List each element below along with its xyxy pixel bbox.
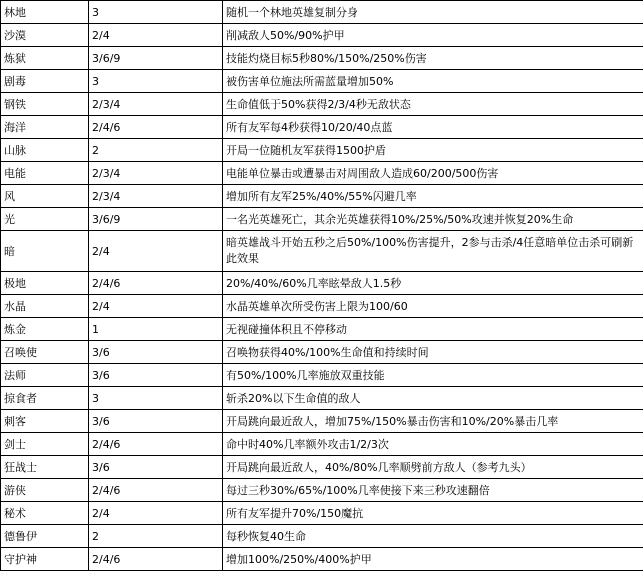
table-row — [1, 231, 643, 272]
synergy-effect-cell: 削减敌人50%/90%护甲 — [223, 24, 643, 47]
synergy-levels-cell: 3/6 — [89, 364, 223, 387]
synergy-effect-cell: 电能单位暴击或遭暴击对周围敌人造成60/200/500伤害 — [223, 162, 643, 185]
synergy-effect-cell: 开局一位随机友军获得1500护盾 — [223, 139, 643, 162]
synergy-name-cell: 山脉 — [1, 139, 89, 162]
synergy-levels-cell: 2 — [89, 139, 223, 162]
table-row — [1, 387, 643, 410]
synergy-name-cell: 掠食者 — [1, 387, 89, 410]
synergy-name-cell: 狂战士 — [1, 456, 89, 479]
synergy-levels-cell: 2/4/6 — [89, 272, 223, 295]
table-row — [1, 70, 643, 93]
table-row — [1, 525, 643, 548]
synergy-levels-cell: 2 — [89, 525, 223, 548]
synergy-effect-cell: 所有友军每4秒获得10/20/40点蓝 — [223, 116, 643, 139]
synergy-levels-cell: 2/4/6 — [89, 479, 223, 502]
synergy-name-cell: 召唤使 — [1, 341, 89, 364]
table-row — [1, 456, 643, 479]
synergy-name-cell: 极地 — [1, 272, 89, 295]
synergy-effect-cell: 无视碰撞体积且不停移动 — [223, 318, 643, 341]
synergy-name-cell: 电能 — [1, 162, 89, 185]
synergy-effect-cell: 增加所有友军25%/40%/55%闪避几率 — [223, 185, 643, 208]
synergy-levels-cell: 2/4 — [89, 231, 223, 272]
synergy-effect-cell: 水晶英雄单次所受伤害上限为100/60 — [223, 295, 643, 318]
synergy-levels-cell: 2/4 — [89, 24, 223, 47]
synergy-levels-cell: 2/4/6 — [89, 548, 223, 571]
synergy-effect-cell: 每过三秒30%/65%/100%几率使接下来三秒攻速翻倍 — [223, 479, 643, 502]
synergy-name-cell: 守护神 — [1, 548, 89, 571]
synergy-name-cell: 风 — [1, 185, 89, 208]
table-row — [1, 139, 643, 162]
synergy-effect-cell: 暗英雄战斗开始五秒之后50%/100%伤害提升，2参与击杀/4任意暗单位击杀可刷新此效果 — [223, 231, 643, 272]
synergy-name-cell: 法师 — [1, 364, 89, 387]
synergy-name-cell: 钢铁 — [1, 93, 89, 116]
table-row — [1, 318, 643, 341]
synergy-effect-cell: 生命值低于50%获得2/3/4秒无敌状态 — [223, 93, 643, 116]
synergy-effect-cell: 增加100%/250%/400%护甲 — [223, 548, 643, 571]
synergy-effect-cell: 所有友军提升70%/150魔抗 — [223, 502, 643, 525]
synergy-effect-cell: 开局跳向最近敌人，40%/80%几率顺劈前方敌人（参考九头） — [223, 456, 643, 479]
synergy-effect-cell: 召唤物获得40%/100%生命值和持续时间 — [223, 341, 643, 364]
synergy-levels-cell: 3/6/9 — [89, 208, 223, 231]
synergy-name-cell: 暗 — [1, 231, 89, 272]
table-row — [1, 93, 643, 116]
table-row — [1, 116, 643, 139]
synergy-effect-cell: 被伤害单位施法所需蓝量增加50% — [223, 70, 643, 93]
synergy-table-body — [1, 1, 643, 571]
synergy-levels-cell: 3 — [89, 1, 223, 24]
synergy-levels-cell: 3/6 — [89, 410, 223, 433]
synergy-levels-cell: 2/4 — [89, 295, 223, 318]
synergy-levels-cell: 3/6 — [89, 456, 223, 479]
synergy-levels-cell: 3/6/9 — [89, 47, 223, 70]
synergy-levels-cell: 2/4 — [89, 502, 223, 525]
table-row — [1, 47, 643, 70]
synergy-levels-cell: 2/3/4 — [89, 185, 223, 208]
table-row — [1, 1, 643, 24]
table-row — [1, 162, 643, 185]
synergy-effect-cell: 每秒恢复40生命 — [223, 525, 643, 548]
table-row — [1, 410, 643, 433]
synergy-name-cell: 剧毒 — [1, 70, 89, 93]
synergy-effect-cell: 随机一个林地英雄复制分身 — [223, 1, 643, 24]
table-row — [1, 479, 643, 502]
synergy-effect-cell: 有50%/100%几率施放双重技能 — [223, 364, 643, 387]
synergy-name-cell: 秘术 — [1, 502, 89, 525]
synergy-name-cell: 炼金 — [1, 318, 89, 341]
synergy-effect-cell: 技能灼烧目标5秒80%/150%/250%伤害 — [223, 47, 643, 70]
table-row — [1, 341, 643, 364]
synergy-name-cell: 海洋 — [1, 116, 89, 139]
synergy-levels-cell: 3/6 — [89, 341, 223, 364]
synergy-effect-cell: 命中时40%几率额外攻击1/2/3次 — [223, 433, 643, 456]
synergy-levels-cell: 2/3/4 — [89, 162, 223, 185]
table-row — [1, 364, 643, 387]
synergy-levels-cell: 2/3/4 — [89, 93, 223, 116]
synergy-name-cell: 林地 — [1, 1, 89, 24]
table-row — [1, 295, 643, 318]
synergy-effect-cell: 20%/40%/60%几率眩晕敌人1.5秒 — [223, 272, 643, 295]
synergy-name-cell: 刺客 — [1, 410, 89, 433]
synergy-name-cell: 光 — [1, 208, 89, 231]
synergy-levels-cell: 2/4/6 — [89, 433, 223, 456]
synergy-name-cell: 游侠 — [1, 479, 89, 502]
table-row — [1, 272, 643, 295]
synergy-levels-cell: 2/4/6 — [89, 116, 223, 139]
synergy-effect-cell: 斩杀20%以下生命值的敌人 — [223, 387, 643, 410]
table-row — [1, 208, 643, 231]
synergy-name-cell: 德鲁伊 — [1, 525, 89, 548]
synergy-name-cell: 炼狱 — [1, 47, 89, 70]
table-row — [1, 24, 643, 47]
synergy-levels-cell: 3 — [89, 387, 223, 410]
synergy-name-cell: 沙漠 — [1, 24, 89, 47]
synergy-effect-cell: 开局跳向最近敌人，增加75%/150%暴击伤害和10%/20%暴击几率 — [223, 410, 643, 433]
synergy-effect-cell: 一名光英雄死亡，其余光英雄获得10%/25%/50%攻速并恢复20%生命 — [223, 208, 643, 231]
table-row — [1, 433, 643, 456]
table-row — [1, 548, 643, 571]
table-row — [1, 502, 643, 525]
synergy-name-cell: 剑士 — [1, 433, 89, 456]
table-row — [1, 185, 643, 208]
synergy-levels-cell: 1 — [89, 318, 223, 341]
synergy-name-cell: 水晶 — [1, 295, 89, 318]
synergy-levels-cell: 3 — [89, 70, 223, 93]
